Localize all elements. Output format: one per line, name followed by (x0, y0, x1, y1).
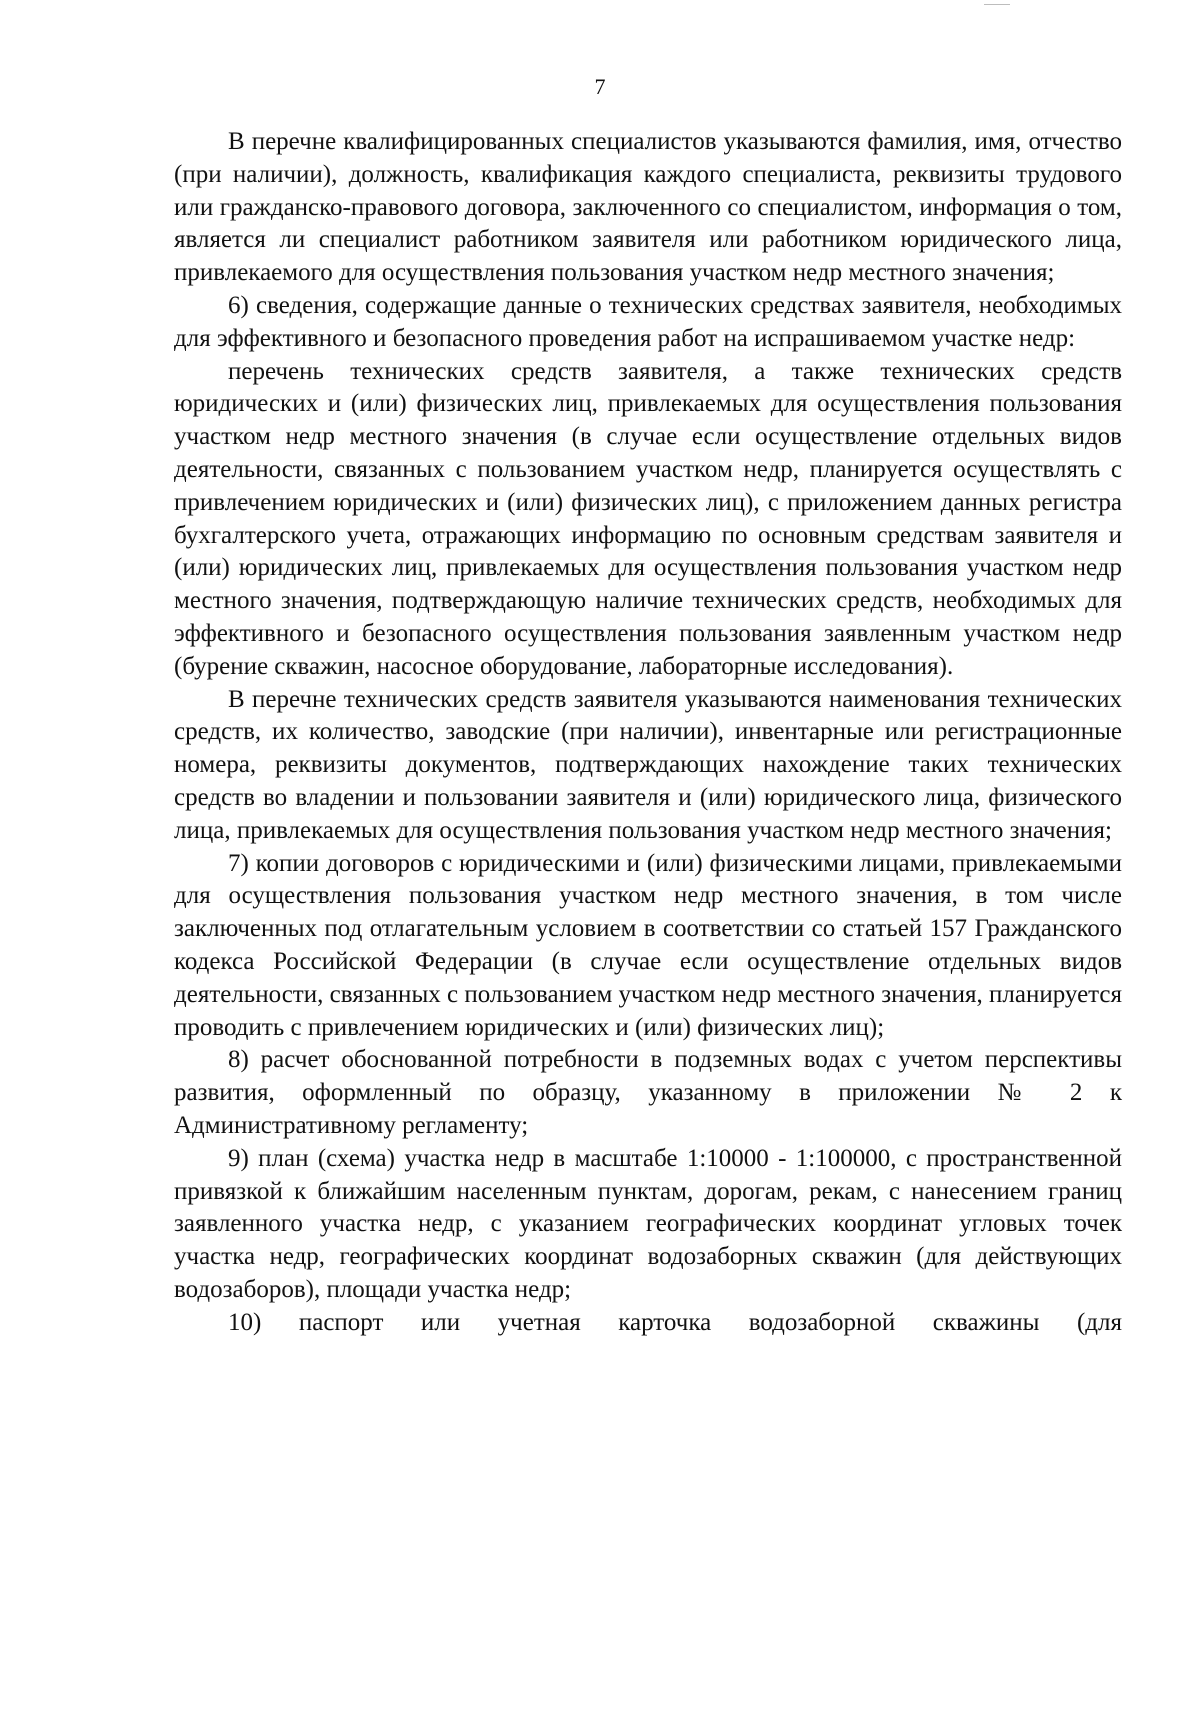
scan-mark (984, 0, 1010, 5)
document-body (174, 126, 1122, 1339)
paragraph-technical-means-details: В перечне технических средств заявителя указываются наименования технических средств, их количество, заводские (при наличии), инвентарные или регистрационные номера, реквизиты документов, подтверждающих нахождение таких технических средств во владении и пользовании заявителя и (или) юридического лица, физического лица, привлекаемых для осуществления пользования участком недр местного значения; (174, 685, 1122, 844)
paragraph-item-10: 10) паспорт или учетная карточка водозаборной скважины (для (228, 1308, 1122, 1336)
paragraph-technical-means-list: перечень технических средств заявителя, а также технических средств юридических и (или) физических лиц, привлекаемых для осуществления пользования участком недр местного значения (в случае если осуществление отдельных видов деятельности, связанных с пользованием участком недр, планируется осуществлять с привлечением юридических и (или) физических лиц), с приложением данных регистра бухгалтерского учета, отражающих информацию по основным средствам заявителя и (или) юридических лиц, привлекаемых для осуществления пользования участком недр местного значения, подтверждающую наличие технических средств, необходимых для эффективного и безопасного осуществления пользования заявленным участком недр (бурение скважин, насосное оборудование, лабораторные исследования). (174, 357, 1122, 680)
paragraph-item-9: 9) план (схема) участка недр в масштабе 1:10000 - 1:100000, с пространственной привязкой к ближайшим населенным пунктам, дорогам, рекам, с нанесением границ заявленного участка недр, с указанием географических координат угловых точек участка недр, географических координат водозаборных скважин (для действующих водозаборов), площади участка недр; (174, 1144, 1122, 1303)
page-number: 7 (594, 74, 606, 99)
paragraph-specialists-list: В перечне квалифицированных специалистов указываются фамилия, имя, отчество (при наличии), должность, квалификация каждого специалиста, реквизиты трудового или гражданско-правового договора, заключенного со специалистом, информация о том, является ли специалист работником заявителя или работником юридического лица, привлекаемого для осуществления пользования участком недр местного значения; (174, 128, 1122, 287)
paragraph-item-8: 8) расчет обоснованной потребности в подземных водах с учетом перспективы развития, оформленный по образцу, указанному в приложении № 2 к Административному регламенту; (174, 1046, 1122, 1139)
paragraph-item-6: 6) сведения, содержащие данные о технических средствах заявителя, необходимых для эффективного и безопасного проведения работ на испрашиваемом участке недр: (174, 291, 1122, 352)
paragraph-item-7: 7) копии договоров с юридическими и (или) физическими лицами, привлекаемыми для осуществления пользования участком недр местного значения, в том числе заключенных под отлагательным условием в соответствии со статьей 157 Гражданского кодекса Российской Федерации (в случае если осуществление отдельных видов деятельности, связанных с пользованием участком недр местного значения, планируется проводить с привлечением юридических и (или) физических лиц); (174, 849, 1122, 1041)
